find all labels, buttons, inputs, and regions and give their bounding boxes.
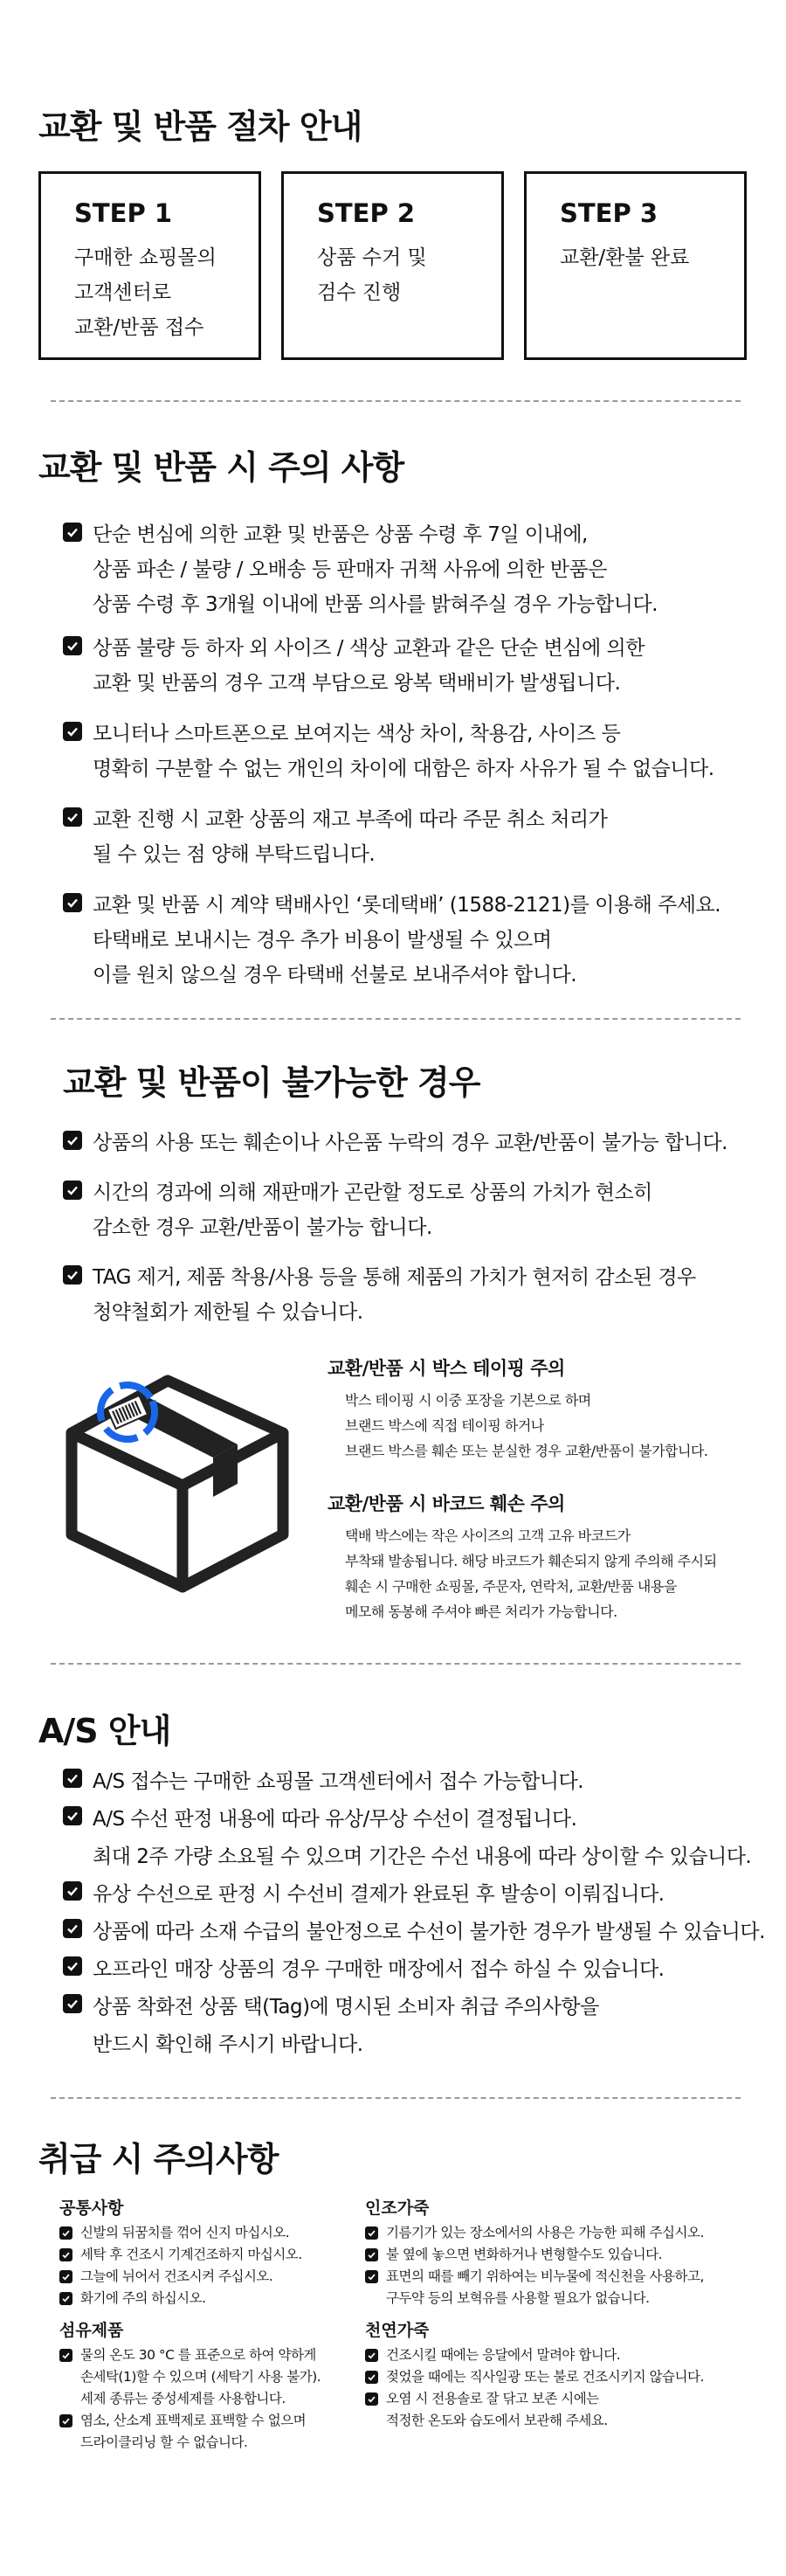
care-item-text: 건조시킬 때에는 응달에서 말려야 합니다. xyxy=(386,2347,621,2363)
checkbox-icon xyxy=(365,2392,378,2406)
caution-item-text: 교환 진행 시 교환 상품의 재고 부족에 따라 주문 취소 처리가 될 수 있는 점 양해 부탁드립니다. xyxy=(93,808,608,866)
checkbox-icon xyxy=(63,1769,82,1788)
care-item xyxy=(59,2244,302,2266)
care-item-text: 염소, 산소계 표백제로 표백할 수 없으며 드라이클리닝 할 수 없습니다. xyxy=(80,2413,307,2450)
as-item-text: 오프라인 매장 상품의 경우 구매한 매장에서 접수 하실 수 있습니다. xyxy=(93,1958,665,1981)
caution-item xyxy=(63,717,714,786)
checkbox-icon xyxy=(63,1919,82,1938)
step-1-box xyxy=(38,171,261,360)
barcode-note-title: 교환/반품 시 바코드 훼손 주의 xyxy=(328,1493,565,1514)
checkbox-icon xyxy=(63,636,82,655)
as-item-text: A/S 접수는 구매한 쇼핑몰 고객센터에서 접수 가능합니다. xyxy=(93,1770,584,1793)
as-item xyxy=(63,1876,665,1914)
care-item xyxy=(59,2344,321,2410)
as-item-text: A/S 수선 판정 내용에 따라 유상/무상 수선이 결정됩니다. 최대 2주 가량 소요될 수 있으며 기간은 수선 내용에 따라 상이할 수 있습니다. xyxy=(93,1808,752,1868)
section-divider xyxy=(51,1663,741,1665)
caution-item xyxy=(63,888,720,993)
checkbox-icon xyxy=(63,893,82,912)
caution-item-text: 상품 불량 등 하자 외 사이즈 / 색상 교환과 같은 단순 변심에 의한 교환 및 반품의 경우 고객 부담으로 왕복 택배비가 발생됩니다. xyxy=(93,637,645,695)
care-group-common-title: 공통사항 xyxy=(59,2199,124,2218)
care-item xyxy=(365,2244,662,2266)
care-item xyxy=(59,2222,289,2244)
care-item-text: 표면의 때를 빼기 위하여는 비누물에 적신천을 사용하고, 구두약 등의 보혁유를 사용할 필요가 없습니다. xyxy=(386,2268,704,2306)
step-2-box xyxy=(281,171,504,360)
checkbox-icon xyxy=(63,1956,82,1976)
as-item xyxy=(63,1951,665,1989)
checkbox-icon xyxy=(365,2226,378,2240)
care-item-text: 기름기가 있는 장소에서의 사용은 가능한 피해 주십시오. xyxy=(386,2225,704,2240)
section-divider xyxy=(51,400,741,402)
caution-item xyxy=(63,517,658,622)
impossible-item xyxy=(63,1125,727,1160)
checkbox-icon xyxy=(365,2270,378,2283)
step-1-label: STEP 1 xyxy=(74,198,173,228)
care-item-text: 물의 온도 30 °C 를 표준으로 하여 약하게 손세탁(1)할 수 있으며 (세탁기 사용 불가). 세제 종류는 중성세제를 사용합니다. xyxy=(80,2347,321,2406)
checkbox-icon xyxy=(59,2349,72,2362)
step-1-text: 구매한 쇼핑몰의 고객센터로 교환/반품 접수 xyxy=(74,246,217,339)
care-item xyxy=(59,2410,306,2454)
checkbox-icon xyxy=(63,807,82,827)
step-3-label: STEP 3 xyxy=(560,198,658,228)
caution-item xyxy=(63,802,607,872)
care-item xyxy=(365,2344,620,2366)
checkbox-icon xyxy=(63,1881,82,1901)
care-title: 취급 시 주의사항 xyxy=(38,2140,279,2178)
step-3-text: 교환/환불 완료 xyxy=(560,246,690,269)
checkbox-icon xyxy=(63,1131,82,1150)
caution-item-text: 단순 변심에 의한 교환 및 반품은 상품 수령 후 7일 이내에, 상품 파손 / 불량 / 오배송 등 판매자 귀책 사유에 의한 반품은 상품 수령 후 3개월 이내에 반품 의사를 밝혀주실 경우 가능합니다. xyxy=(93,523,658,616)
caution-item-text: 모니터나 스마트폰으로 보여지는 색상 차이, 착용감, 사이즈 등 명확히 구분할 수 없는 개인의 차이에 대함은 하자 사유가 될 수 없습니다. xyxy=(93,723,714,780)
care-item-text: 불 옆에 놓으면 변화하거나 변형할수도 있습니다. xyxy=(386,2247,663,2262)
as-item xyxy=(63,1763,583,1801)
care-group-synthetic-leather-title: 인조가죽 xyxy=(365,2199,430,2218)
checkbox-icon xyxy=(59,2414,72,2427)
caution-title: 교환 및 반품 시 주의 사항 xyxy=(38,448,404,487)
as-item xyxy=(63,1914,765,1951)
checkbox-icon xyxy=(63,1181,82,1200)
care-item xyxy=(59,2266,272,2288)
care-item xyxy=(365,2366,704,2388)
step-2-text: 상품 수거 및 검수 진행 xyxy=(317,246,427,304)
as-title: A/S 안내 xyxy=(38,1712,171,1750)
checkbox-icon xyxy=(365,2349,378,2362)
impossible-title: 교환 및 반품이 불가능한 경우 xyxy=(63,1063,480,1102)
care-group-fabric-title: 섬유제품 xyxy=(59,2321,124,2340)
care-item-text: 신발의 뒤꿈치를 꺾어 신지 마십시오. xyxy=(80,2225,290,2240)
checkbox-icon xyxy=(63,1265,82,1285)
impossible-item xyxy=(63,1260,696,1330)
impossible-item-text: TAG 제거, 제품 착용/사용 등을 통해 제품의 가치가 현저히 감소된 경우 청약철회가 제한될 수 있습니다. xyxy=(93,1266,696,1324)
as-item xyxy=(63,1801,751,1876)
as-item-text: 상품에 따라 소재 수급의 불안정으로 수선이 불가한 경우가 발생될 수 있습니다. xyxy=(93,1921,765,1943)
checkbox-icon xyxy=(63,523,82,542)
care-item xyxy=(59,2288,206,2309)
process-title: 교환 및 반품 절차 안내 xyxy=(38,107,362,146)
package-box-illustration xyxy=(56,1361,300,1597)
checkbox-icon xyxy=(365,2248,378,2261)
care-item xyxy=(365,2266,704,2309)
box-taping-note-title: 교환/반품 시 박스 테이핑 주의 xyxy=(328,1358,565,1379)
care-item xyxy=(365,2388,608,2432)
section-divider xyxy=(51,1018,741,1020)
step-2-label: STEP 2 xyxy=(317,198,416,228)
care-item-text: 젖었을 때에는 직사일광 또는 불로 건조시키지 않습니다. xyxy=(386,2369,704,2385)
care-item-text: 그늘에 뉘어서 건조시켜 주십시오. xyxy=(80,2268,273,2284)
section-divider xyxy=(51,2097,741,2099)
checkbox-icon xyxy=(63,1806,82,1825)
checkbox-icon xyxy=(365,2371,378,2384)
care-item-text: 화기에 주의 하십시오. xyxy=(80,2290,206,2306)
care-item-text: 세탁 후 건조시 기계건조하지 마십시오. xyxy=(80,2247,302,2262)
impossible-item-text: 상품의 사용 또는 훼손이나 사은품 누락의 경우 교환/반품이 불가능 합니다. xyxy=(93,1132,727,1154)
caution-item-text: 교환 및 반품 시 계약 택배사인 ‘롯데택배’ (1588-2121)를 이용해 주세요. 타택배로 보내시는 경우 추가 비용이 발생될 수 있으며 이를 원치 않으실 경우 타택배 선불로 보내주셔야 합니다. xyxy=(93,894,721,987)
checkbox-icon xyxy=(63,722,82,741)
checkbox-icon xyxy=(63,1994,82,2013)
care-item xyxy=(365,2222,704,2244)
impossible-item xyxy=(63,1175,652,1245)
barcode-note-body: 택배 박스에는 작은 사이즈의 고객 고유 바코드가 부착돼 발송됩니다. 해당 바코드가 훼손되지 않게 주의해 주시되 훼손 시 구매한 쇼핑몰, 주문자, 연락처, 교환/반품 내용을 메모해 동봉해 주셔야 빠른 처리가 가능합니다. xyxy=(345,1527,717,1620)
as-item xyxy=(63,1989,599,2064)
checkbox-icon xyxy=(59,2270,72,2283)
checkbox-icon xyxy=(59,2248,72,2261)
step-3-box xyxy=(524,171,747,360)
care-group-natural-leather-title: 천연가죽 xyxy=(365,2321,430,2340)
care-item-text: 오염 시 전용솔로 잘 닦고 보존 시에는 적정한 온도와 습도에서 보관해 주세요. xyxy=(386,2391,608,2428)
as-item-text: 상품 착화전 상품 택(Tag)에 명시된 소비자 취급 주의사항을 반드시 확인해 주시기 바랍니다. xyxy=(93,1996,599,2056)
caution-item xyxy=(63,631,645,701)
checkbox-icon xyxy=(59,2292,72,2305)
box-taping-note-body: 박스 테이핑 시 이중 포장을 기본으로 하며 브랜드 박스에 직접 테이핑 하거나 브랜드 박스를 훼손 또는 분실한 경우 교환/반품이 불가합니다. xyxy=(345,1392,708,1459)
as-item-text: 유상 수선으로 판정 시 수선비 결제가 완료된 후 발송이 이뤄집니다. xyxy=(93,1883,665,1906)
impossible-item-text: 시간의 경과에 의해 재판매가 곤란할 정도로 상품의 가치가 현소히 감소한 경우 교환/반품이 불가능 합니다. xyxy=(93,1181,652,1239)
checkbox-icon xyxy=(59,2226,72,2240)
